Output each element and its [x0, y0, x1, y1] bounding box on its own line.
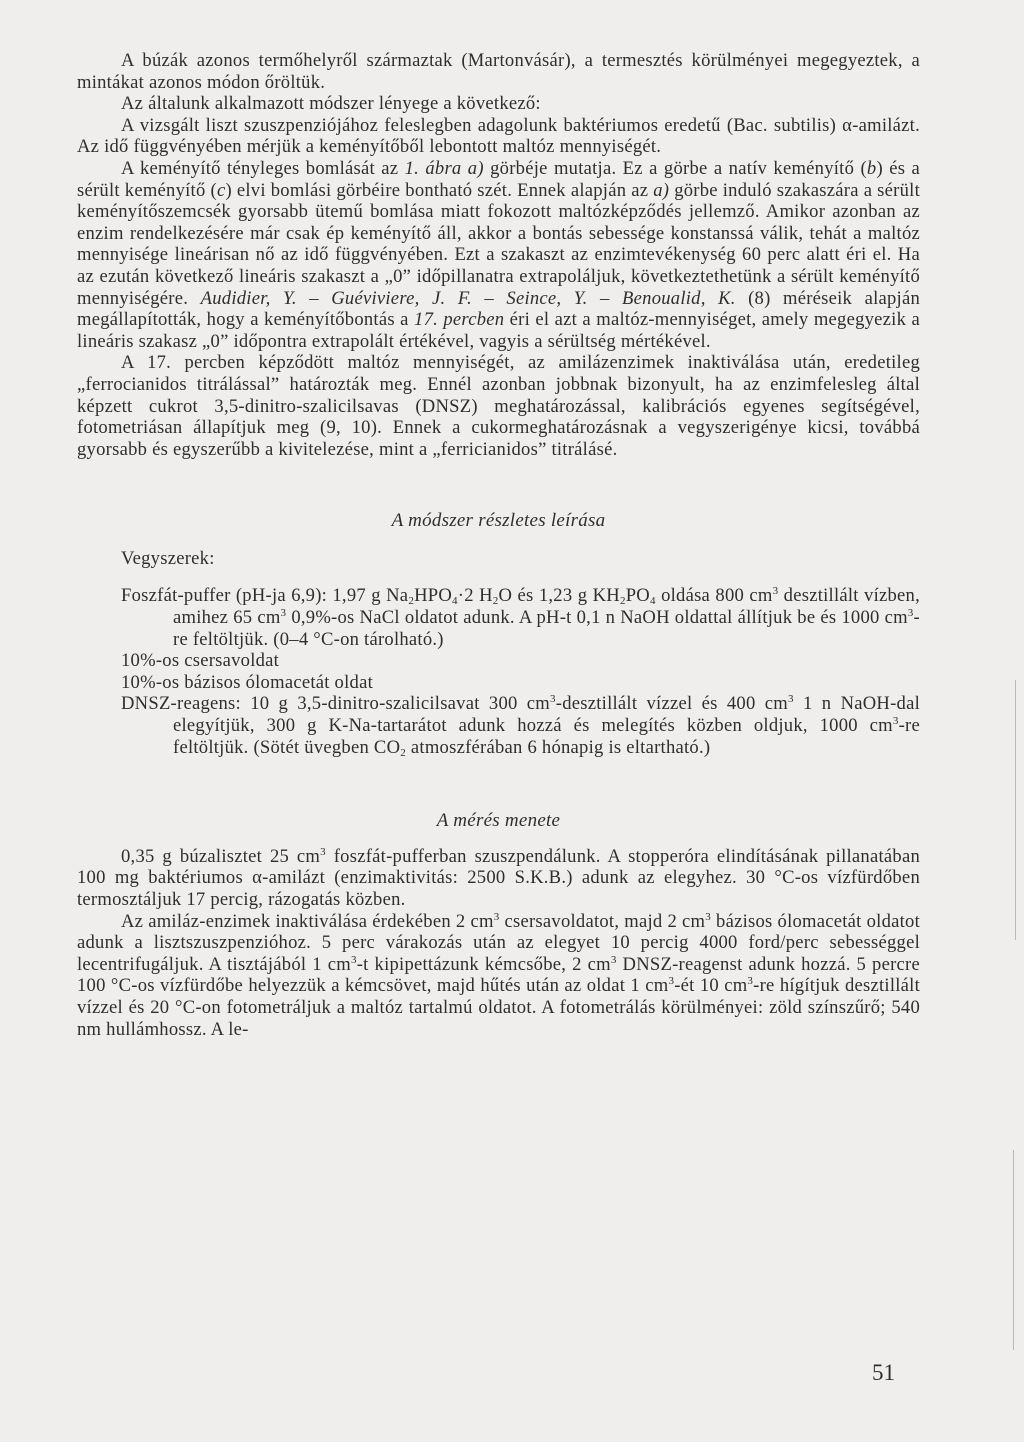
paragraph-method-intro: Az általunk alkalmazott módszer lényege a következő:	[121, 93, 541, 115]
reagents-section	[77, 548, 920, 758]
paragraph-maltose-determination: A 17. percben képződött maltóz mennyiségét, az amilázenzimek inaktiválása után, eredetileg „ferrocianidos titrálással” határozták meg. Ennél azonban jobbnak bizonyult, ha az enzimfelesleg által képzett cukrot 3,5-dinitro-szalicilsavas (DNSZ) meghatározással, kalibrációs egyenes segítségével, fotometriásan állapítjuk meg (9, 10). Ennek a cukormeghatározásnak a vegyszerigénye kicsi, továbbá gyorsabb és egyszerűbb a kivitelezése, mint a „ferricianidos” titrálásé.	[77, 352, 920, 460]
reagents-title: Vegyszerek:	[121, 547, 215, 569]
paragraph-origin: A búzák azonos termőhelyről származtak (Martonvásár), a termesztés körülményei megegyeztek, a mintákat azonos módon őröltük.	[77, 50, 920, 93]
paragraph-procedure-step-1: 0,35 g búzalisztet 25 $cm^3$ foszfát-pufferban szuszpendálunk. A stopperóra elindításának pillanatában 100 mg baktériumos α-amilázt (enzimaktivitás: 2500 S.K.B.) adunk az elegyhez. 30 °C-os vízfürdőben termosztáljuk 17 percig, rázogatás közben.	[77, 845, 920, 910]
section-heading-method: A módszer részletes leírása	[391, 510, 606, 532]
reagent-phosphate-buffer: Foszfát-puffer (pH-ja 6,9): 1,97 g $Na_2HPO_4\cdot 2$ $H_2O$ és 1,23 g $KH_2PO_4$ oldása 800 $cm^3$ desztillált vízben, amihez 65 $cm^3$ 0,9%-os NaCl oldatot adunk. A pH-t 0,1 n NaOH oldattal állítjuk be és 1000 $cm^3-re$ feltöltjük. (0–4 °C-on tárolható.)	[121, 585, 921, 650]
page-body	[77, 50, 920, 1040]
paragraph-starch-degradation: A keményítő tényleges bomlását az 1. ábra a) görbéje mutatja. Ez a görbe a natív keményítő (b) és a sérült keményítő (c) elvi bomlási görbéire bontható szét. Ennek alapján az a) görbe induló szakaszára a sérült keményítőszemcsék gyorsabb ütemű bomlása miatt fokozott maltózképződés jellemző. Amikor azonban az enzim rendelkezésére már csak ép keményítő áll, akkor a bontás sebessége konstanssá válik, tehát a maltóz mennyisége lineárisan nő az idő függvényében. Ezt a szakaszt az enzimtevékenység 60 perc alatt éri el. Ha az ezután következő lineáris szakaszt a „0” időpillanatra extrapoláljuk, következtethetünk a sérült keményítő mennyiségére. Audidier, Y. – Guéviviere, J. F. – Seince, Y. – Benoualid, K. (8) méréseik alapján megállapították, hogy a keményítőbontás a 17. percben éri el azt a maltóz-mennyiséget, amely megegyezik a lineáris szakasz „0” időpontra extrapolált értékével, vagyis a sérültség mértékével.	[77, 157, 921, 352]
paragraph-procedure-step-2: Az amiláz-enzimek inaktiválása érdekében 2 $cm^3$ csersavoldatot, majd 2 $cm^3$ bázisos ólomacetát oldatot adunk a lisztszuszpenzióhoz. 5 perc várakozás után az elegyet 10 percig 4000 ford/perc sebességgel lecentrifugáljuk. A tisztájából 1 $cm^3-t$ kipipettázunk kémcsőbe, 2 $cm^3$ DNSZ-reagenst adunk hozzá. 5 percre 100 °C-os vízfürdőbe helyezzük a kémcsövet, majd hűtés után az oldat 1 $cm^3-ét$ 10 $cm^3-re$ hígítjuk desztillált vízzel és 20 °C-on fotometráljuk a maltóz tartalmú oldatot. A fotometrálás körülményei: zöld színszűrő; 540 nm hullámhossz. A le-	[77, 910, 921, 1040]
paragraph-method-essence: A vizsgált liszt szuszpenziójához feleslegben adagolunk baktériumos eredetű (Bac. subtilis) α-amilázt. Az idő függvényében mérjük a keményítőből lebontott maltóz mennyiségét.	[77, 114, 920, 158]
scan-edge-line	[1015, 680, 1016, 940]
reagent-dnsz: DNSZ-reagens: 10 g 3,5-dinitro-szalicilsavat 300 $cm^3$-desztillált vízzel és 400 $cm^3$ 1 n NaOH-dal elegyítjük, 300 g K-Na-tartarátot adunk hozzá és melegítés közben oldjuk, 1000 $cm^3-re$ feltöltjük. (Sötét üvegben $CO_2$ atmoszférában 6 hónapig is eltartható.)	[121, 693, 921, 759]
page-number: 51	[872, 1360, 895, 1385]
reagent-lead-acetate: 10%-os bázisos ólomacetát oldat	[121, 671, 373, 693]
author-citation: Audidier, Y. – Guéviviere, J. F. – Seince, Y. – Benoualid, K.	[200, 287, 736, 309]
scan-edge-line	[1013, 1150, 1014, 1350]
reagent-tannic-acid: 10%-os csersavoldat	[121, 650, 280, 672]
section-heading-procedure: A mérés menete	[436, 810, 561, 832]
